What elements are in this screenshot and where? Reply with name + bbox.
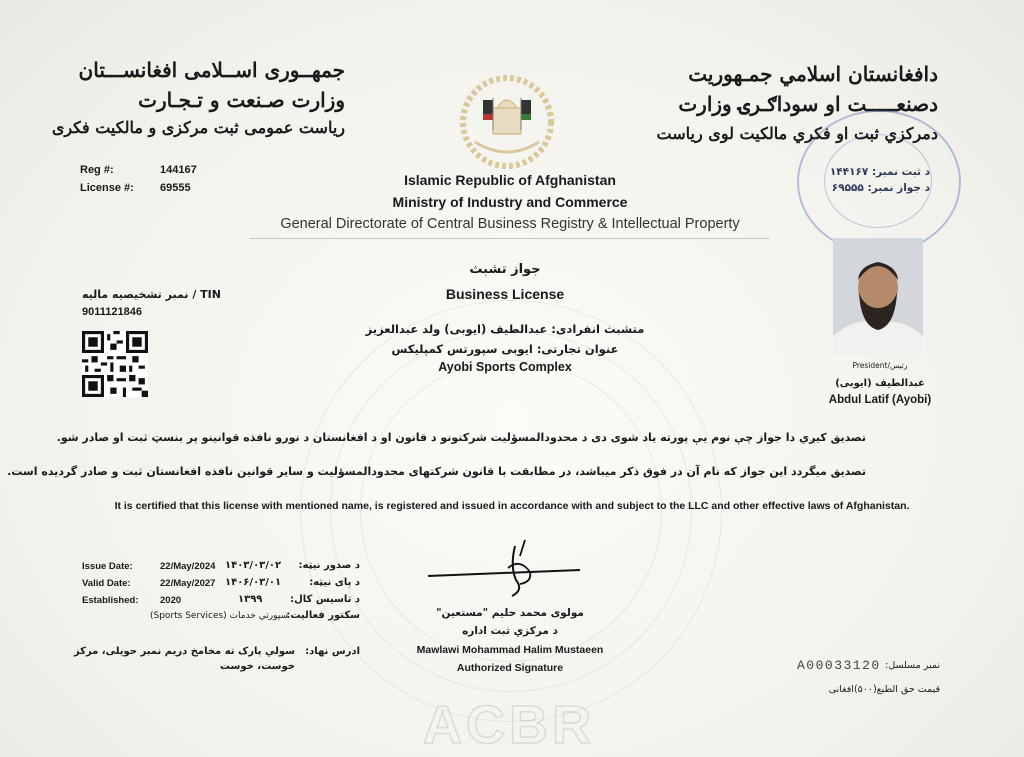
valid-date-value: 22/May/2027: [160, 578, 216, 589]
reg-label: Reg #:: [80, 164, 114, 176]
president-name-en: Abdul Latif (Ayobi): [828, 394, 932, 406]
header-ps-directorate: دمرکزي ثبت او فکري مالکیت لوی ریاست: [656, 124, 938, 143]
address-label: ادرس نهاد:: [305, 646, 360, 657]
serial-value: A00033120: [797, 658, 881, 673]
established-label: Established:: [82, 595, 139, 606]
header-en-ministry: Ministry of Industry and Commerce: [392, 194, 628, 210]
license-value: 69555: [160, 182, 191, 194]
issue-date-shamsi: ۱۴۰۳/۰۳/۰۲: [225, 560, 282, 571]
tin-value: 9011121846: [82, 306, 142, 318]
president-name-fa: عبدالطیف (ایوبی): [835, 378, 925, 389]
header-ps-ministry: دصنعـــــت او سوداګـرۍ وزارت: [678, 92, 938, 116]
license-title-en: Business License: [445, 286, 565, 302]
trade-name-en: Ayobi Sports Complex: [438, 360, 572, 374]
header-fa-directorate: ریاست عمومی ثبت مرکزی و مالکیت فکری: [51, 118, 345, 137]
signature-icon: [420, 538, 590, 604]
official-stamp-inner: [824, 134, 932, 228]
afghanistan-emblem-icon: [455, 70, 560, 170]
acbr-watermark: ACBR: [423, 695, 595, 755]
price-note: قیمت حق الطبع(۵۰۰)افغانی: [828, 684, 940, 695]
certification-dari: تصدیق میگردد این جواز که نام آن در فوق ذکر میباشد، در مطابقت با قانون شرکتهای محدودالمسؤلیت و سایر قوانین نافذه افغانستان ثبت و صادر گردیده است.: [7, 465, 866, 478]
header-fa-ministry: وزارت صـنعت و تـجـارت: [138, 88, 345, 112]
header-en-ministry-wrap: [330, 194, 690, 210]
header-en-country: Islamic Republic of Afghanistan: [404, 172, 616, 188]
address-line2: خوست، خوست: [219, 661, 295, 672]
reg-value: 144167: [160, 164, 197, 176]
license-title-fa: جواز تشبث: [469, 262, 541, 277]
signatory-name-fa: مولوی محمد حلیم "مستعین": [436, 607, 584, 619]
valid-date-shamsi: ۱۴۰۶/۰۳/۰۱: [225, 577, 282, 588]
header-fa-country: جمهــوری اســلامی افغانســـتان: [78, 58, 345, 82]
trade-name-fa: عنوان تجارتی: ایوبی سپورتس کمپلیکس: [391, 342, 619, 356]
qr-code-icon: [82, 331, 148, 397]
owner-line: متشبث انفرادی: عبدالطیف (ایوبی) ولد عبدالعزیز: [365, 322, 645, 336]
activity-label-ps: سکتور فعالیت:: [286, 610, 360, 621]
president-caption: President/رئیس: [852, 361, 908, 370]
valid-date-label-ps: د پای نیټه:: [309, 577, 360, 588]
issue-date-label: Issue Date:: [82, 561, 133, 572]
issue-date-label-ps: د صدور نیټه:: [298, 560, 360, 571]
signatory-name-en: Mawlawi Mohammad Halim Mustaeen: [416, 644, 604, 656]
serial-label: نمبر مسلسل:: [885, 660, 940, 671]
reg-number-ps: د ثبت نمبر: ۱۴۴۱۶۷: [829, 166, 930, 178]
signatory-office-ps: د مرکزي ثبت اداره: [462, 625, 558, 637]
header-divider: [250, 238, 770, 239]
header-en-block: [330, 172, 690, 188]
issue-date-value: 22/May/2024: [160, 561, 216, 572]
president-photo: [833, 238, 923, 356]
address-line1: سولي پارک ته مخامخ دریم نمبر حویلی، مرکز: [73, 646, 295, 657]
license-number-ps: د جواز نمبر: ۶۹۵۵۵: [831, 182, 930, 194]
certification-pashto: تصدیق کیږي دا جواز چې نوم یې پورته یاد شوی دی د محدودالمسؤلیت شرکتونو د قانون او د افغانستان د نورو نافذه قوانینو پر بنسټ ثبت او صادر شو.: [56, 431, 866, 444]
valid-date-label: Valid Date:: [82, 578, 131, 589]
header-en-directorate-wrap: [230, 216, 790, 232]
header-ps-country: دافغانستان اسلامي جمـهوريت: [688, 62, 938, 86]
established-label-ps: د تاسیس کال:: [290, 594, 360, 605]
person-photo-icon: [833, 238, 923, 356]
certification-english: It is certified that this license with mentioned name, is registered and issued in accordance with and subject to the LLC and other effective laws of Afghanistan.: [114, 500, 910, 512]
activity-value: (Sports Services) سپورتي خدمات: [150, 611, 288, 621]
header-en-directorate: General Directorate of Central Business Registry & Intellectual Property: [280, 216, 740, 232]
established-shamsi: ۱۳۹۹: [238, 594, 263, 605]
signatory-role: Authorized Signature: [456, 662, 564, 674]
license-label: License #:: [80, 182, 134, 194]
established-value: 2020: [160, 595, 182, 606]
tin-label: نمبر تشخیصیه مالیه / TIN: [82, 288, 221, 301]
